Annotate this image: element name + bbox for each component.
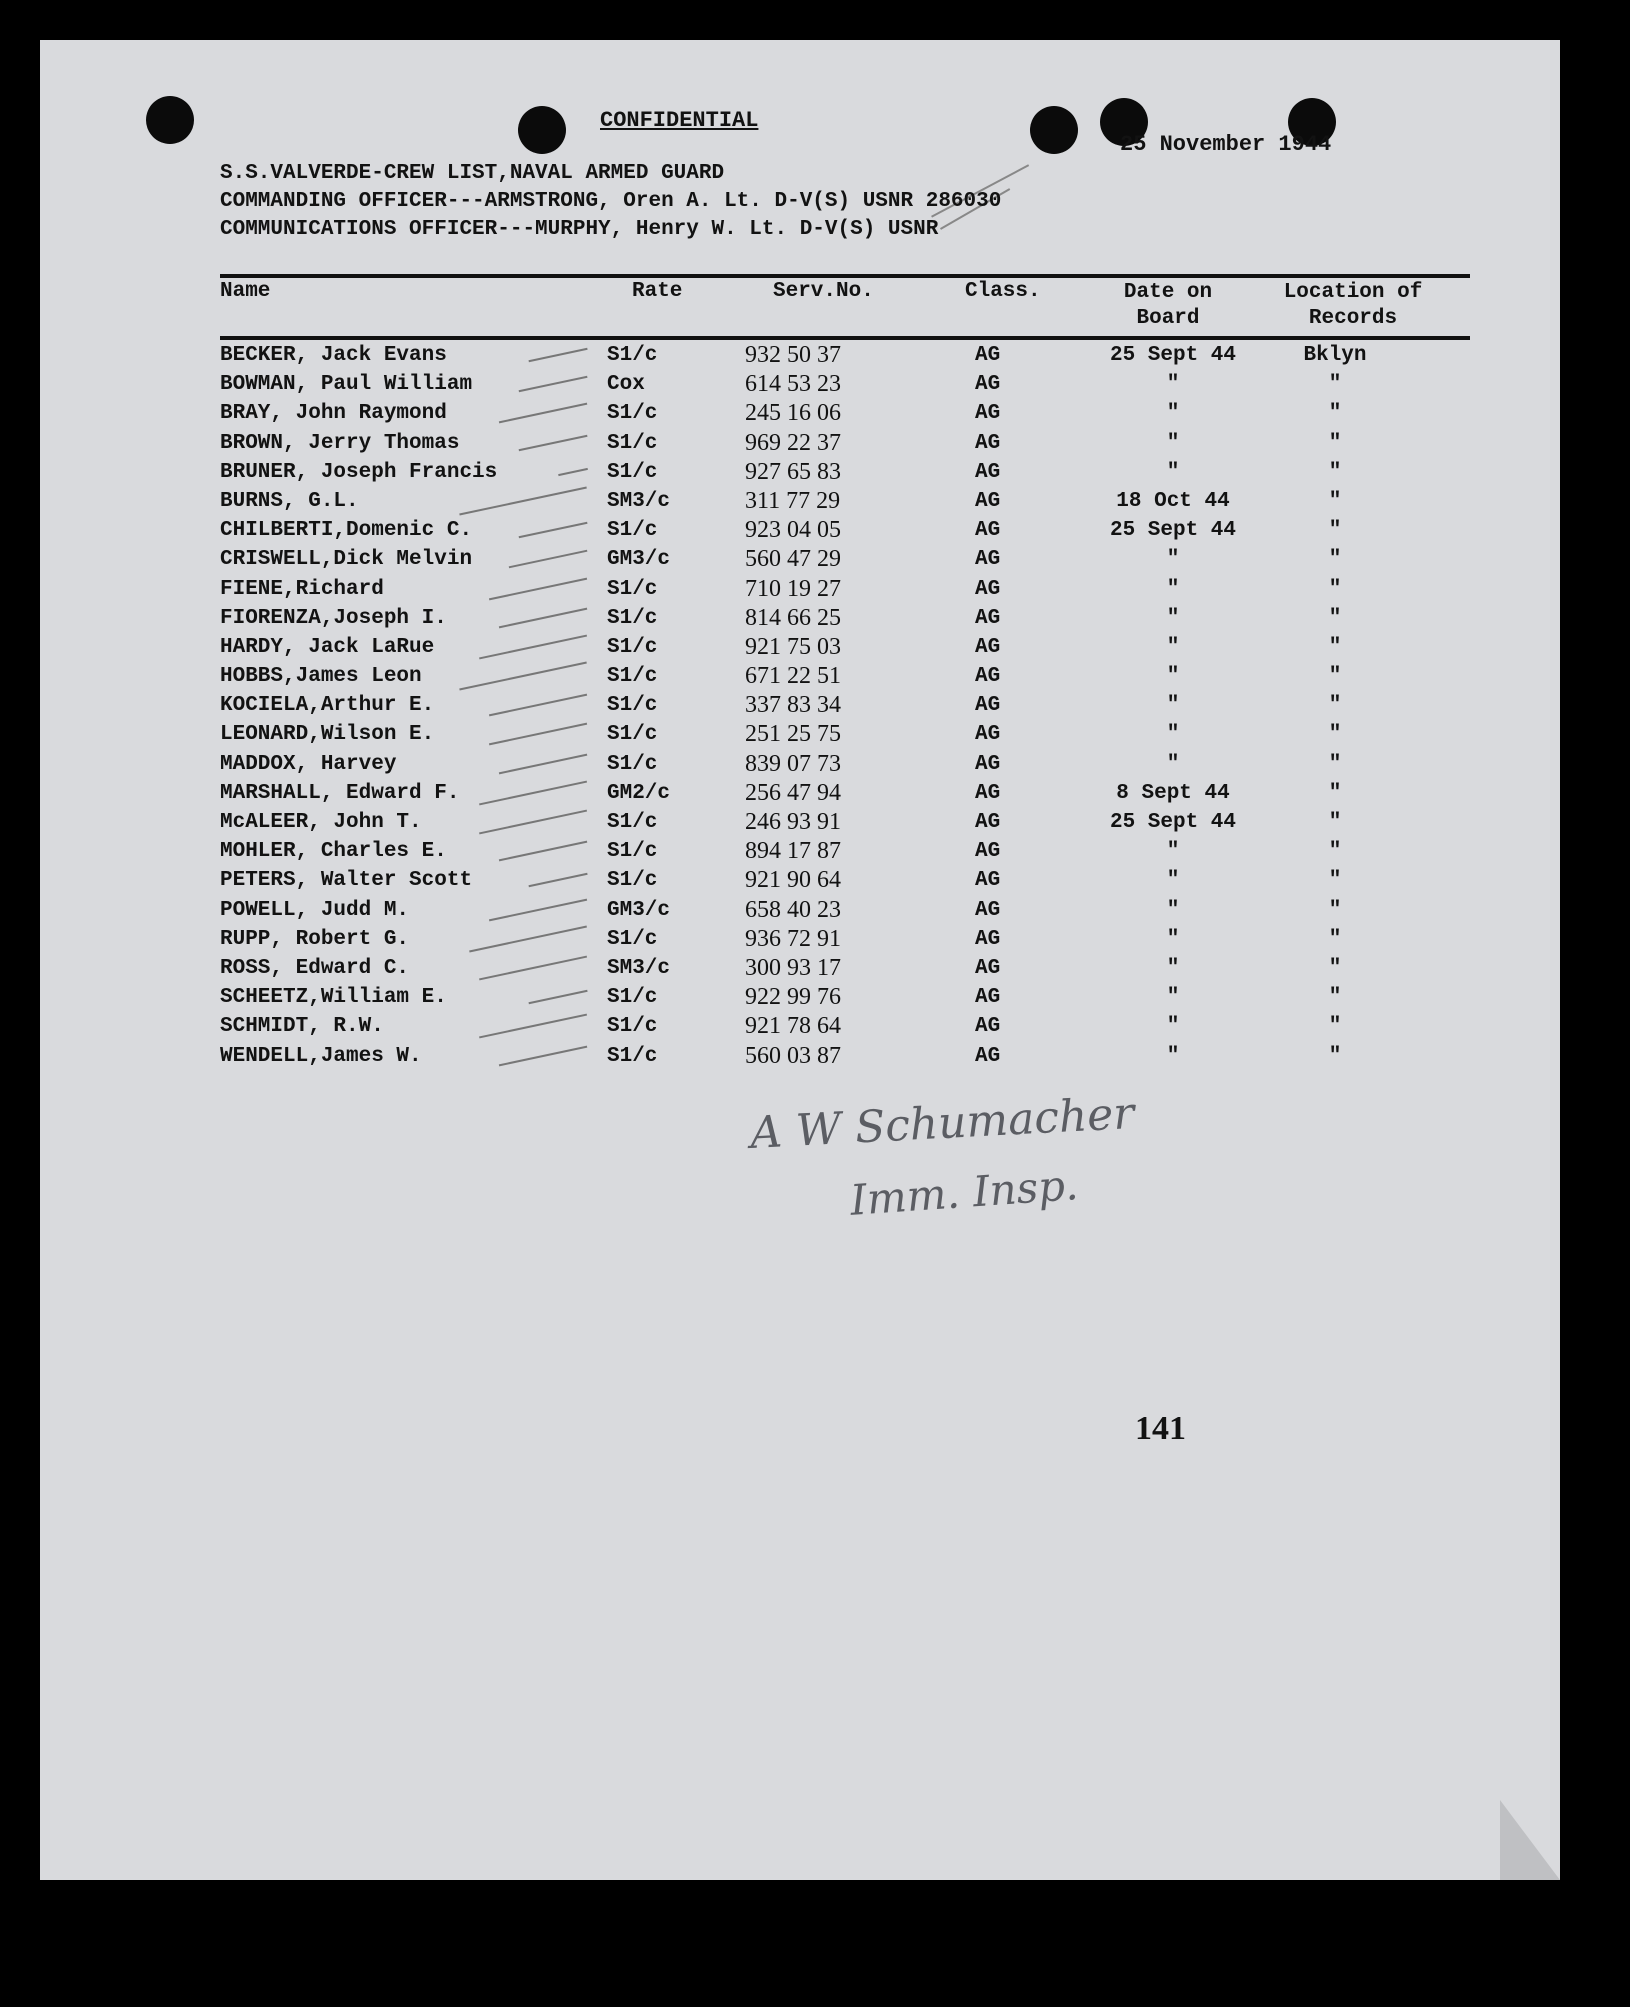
crew-name: POWELL, Judd M. <box>220 898 410 922</box>
records-location: " <box>1328 898 1342 922</box>
pen-tick-mark <box>519 522 588 538</box>
crew-rate: S1/c <box>607 986 658 1010</box>
column-header-location-of-records <box>1258 280 1448 332</box>
crew-class: AG <box>975 694 1001 718</box>
pen-tick-mark <box>459 486 586 514</box>
crew-class: AG <box>975 519 1001 543</box>
crew-name: HOBBS,James Leon <box>220 665 422 689</box>
date-header-line2: Board <box>1136 307 1200 330</box>
date-on-board: " <box>1166 723 1180 747</box>
crew-class: AG <box>975 723 1001 747</box>
service-number: 894 17 87 <box>745 838 841 865</box>
table-row <box>40 487 1560 519</box>
table-row <box>40 429 1560 461</box>
table-row <box>40 694 1560 723</box>
crew-class: AG <box>975 431 1001 455</box>
pen-tick-mark <box>499 1045 587 1065</box>
crew-name: FIENE,Richard <box>220 577 384 601</box>
service-number: 337 83 34 <box>745 692 841 719</box>
records-location: " <box>1328 402 1342 426</box>
records-location: " <box>1328 986 1342 1010</box>
service-number: 245 16 06 <box>745 400 841 427</box>
date-on-board: " <box>1166 460 1180 484</box>
column-header-class: Class. <box>965 280 1041 303</box>
column-header-rate: Rate <box>632 280 683 303</box>
loc-header-line1: Location of <box>1283 281 1423 304</box>
date-on-board: 8 Sept 44 <box>1116 781 1230 805</box>
punch-hole <box>146 96 194 144</box>
crew-class: AG <box>975 577 1001 601</box>
crew-name: ROSS, Edward C. <box>220 956 410 980</box>
crew-name: CHILBERTI,Domenic C. <box>220 519 473 543</box>
date-on-board: " <box>1166 694 1180 718</box>
handwritten-title: Imm. Insp. <box>848 1160 1080 1225</box>
crew-table-body <box>40 344 1560 1074</box>
date-header-line1: Date on <box>1123 281 1213 304</box>
records-location: " <box>1328 781 1342 805</box>
crew-rate: S1/c <box>607 577 658 601</box>
communications-officer-line: COMMUNICATIONS OFFICER---MURPHY, Henry W. Lt. D-V(S) USNR <box>220 218 939 241</box>
column-header-name: Name <box>220 280 271 303</box>
crew-name: SCHMIDT, R.W. <box>220 1015 384 1039</box>
date-on-board: " <box>1166 956 1180 980</box>
records-location: " <box>1328 431 1342 455</box>
crew-name: McALEER, John T. <box>220 811 422 834</box>
pen-tick-mark <box>459 662 586 690</box>
records-location: " <box>1328 811 1342 834</box>
crew-class: AG <box>975 665 1001 689</box>
crew-name: LEONARD,Wilson E. <box>220 723 435 747</box>
service-number: 251 25 75 <box>745 721 841 748</box>
pen-tick-mark <box>479 810 587 834</box>
crew-class: AG <box>975 956 1001 980</box>
crew-class: AG <box>975 986 1001 1010</box>
date-on-board: " <box>1166 577 1180 601</box>
records-location: " <box>1328 927 1342 951</box>
crew-class: AG <box>975 460 1001 484</box>
table-row <box>40 750 1560 782</box>
loc-header-line2: Records <box>1308 307 1398 330</box>
pen-tick-mark <box>499 753 587 773</box>
date-on-board: " <box>1166 402 1180 426</box>
date-on-board: " <box>1166 606 1180 630</box>
table-row <box>40 840 1560 869</box>
service-number: 560 03 87 <box>745 1042 841 1069</box>
crew-rate: S1/c <box>607 840 658 864</box>
table-row <box>40 723 1560 752</box>
crew-rate: S1/c <box>607 460 658 484</box>
crew-rate: GM2/c <box>607 781 671 805</box>
records-location: " <box>1328 869 1342 893</box>
service-number: 969 22 37 <box>745 429 841 456</box>
table-row <box>40 869 1560 898</box>
service-number: 936 72 91 <box>745 925 841 952</box>
service-number: 671 22 51 <box>745 663 841 690</box>
date-on-board: 25 Sept 44 <box>1109 344 1237 367</box>
table-row <box>40 519 1560 548</box>
records-location: " <box>1328 606 1342 630</box>
crew-rate: S1/c <box>607 665 658 689</box>
service-number: 839 07 73 <box>745 750 841 777</box>
pen-tick-mark <box>528 990 587 1004</box>
service-number: 921 90 64 <box>745 867 841 894</box>
punch-hole <box>1030 106 1078 154</box>
pen-tick-mark <box>479 1014 587 1038</box>
date-on-board: " <box>1166 1015 1180 1039</box>
crew-class: AG <box>975 373 1001 397</box>
column-header-date-on-board <box>1088 280 1248 332</box>
service-number: 614 53 23 <box>745 371 841 398</box>
crew-class: AG <box>975 489 1001 513</box>
crew-name: SCHEETZ,William E. <box>220 986 447 1010</box>
service-number: 814 66 25 <box>745 604 841 631</box>
table-row <box>40 402 1560 431</box>
crew-name: BURNS, G.L. <box>220 489 359 513</box>
commanding-officer-line: COMMANDING OFFICER---ARMSTRONG, Oren A. Lt. D-V(S) USNR 286030 <box>220 190 1002 213</box>
crew-class: AG <box>975 606 1001 630</box>
pen-tick-mark <box>489 694 587 716</box>
table-row <box>40 1042 1560 1074</box>
records-location: " <box>1328 577 1342 601</box>
crew-rate: S1/c <box>607 606 658 630</box>
service-number: 560 47 29 <box>745 546 841 573</box>
table-row <box>40 925 1560 957</box>
service-number: 932 50 37 <box>745 342 841 368</box>
crew-rate: S1/c <box>607 635 658 659</box>
table-top-rule <box>220 274 1470 278</box>
records-location: " <box>1328 489 1342 513</box>
pen-tick-mark <box>499 841 587 861</box>
records-location: " <box>1328 519 1342 543</box>
crew-rate: S1/c <box>607 694 658 718</box>
crew-rate: S1/c <box>607 927 658 951</box>
table-header-rule <box>220 336 1470 340</box>
pen-tick-mark <box>519 376 588 392</box>
pen-tick-mark <box>469 925 587 951</box>
pen-tick-mark <box>489 723 587 745</box>
service-number: 246 93 91 <box>745 809 841 835</box>
service-number: 658 40 23 <box>745 896 841 923</box>
service-number: 256 47 94 <box>745 779 841 806</box>
crew-rate: S1/c <box>607 402 658 426</box>
crew-name: BRUNER, Joseph Francis <box>220 460 498 484</box>
crew-rate: S1/c <box>607 1044 658 1068</box>
crew-rate: S1/c <box>607 723 658 747</box>
pen-tick-mark <box>479 780 587 804</box>
crew-name: BECKER, Jack Evans <box>220 344 447 367</box>
crew-rate: S1/c <box>607 752 658 776</box>
records-location: " <box>1328 460 1342 484</box>
table-row <box>40 633 1560 665</box>
crew-name: KOCIELA,Arthur E. <box>220 694 435 718</box>
crew-class: AG <box>975 548 1001 572</box>
pen-tick-mark <box>528 348 587 362</box>
date-on-board: " <box>1166 635 1180 659</box>
table-row <box>40 344 1560 373</box>
crew-name: MADDOX, Harvey <box>220 752 397 776</box>
date-on-board: " <box>1166 986 1180 1010</box>
table-row <box>40 779 1560 811</box>
crew-rate: GM3/c <box>607 898 671 922</box>
crew-name: PETERS, Walter Scott <box>220 869 473 893</box>
date-on-board: " <box>1166 665 1180 689</box>
crew-name: RUPP, Robert G. <box>220 927 410 951</box>
table-row <box>40 986 1560 1015</box>
date-on-board: " <box>1166 373 1180 397</box>
records-location: " <box>1328 665 1342 689</box>
service-number: 710 19 27 <box>745 575 841 602</box>
pen-tick-mark <box>499 607 587 627</box>
table-row <box>40 811 1560 840</box>
records-location: " <box>1328 373 1342 397</box>
table-row <box>40 665 1560 694</box>
date-on-board: " <box>1166 548 1180 572</box>
service-number: 922 99 76 <box>745 984 841 1011</box>
crew-class: AG <box>975 811 1001 834</box>
pen-tick-mark <box>509 550 588 568</box>
crew-class: AG <box>975 840 1001 864</box>
vessel-title: S.S.VALVERDE-CREW LIST,NAVAL ARMED GUARD <box>220 162 725 185</box>
table-row <box>40 458 1560 490</box>
pen-tick-mark <box>489 898 587 920</box>
service-number: 921 78 64 <box>745 1013 841 1040</box>
date-on-board: " <box>1166 752 1180 776</box>
records-location: " <box>1328 723 1342 747</box>
table-row <box>40 575 1560 607</box>
crew-class: AG <box>975 869 1001 893</box>
date-on-board: " <box>1166 927 1180 951</box>
crew-class: AG <box>975 635 1001 659</box>
records-location: " <box>1328 1044 1342 1068</box>
punch-hole <box>518 106 566 154</box>
crew-rate: S1/c <box>607 869 658 893</box>
service-number: 300 93 17 <box>745 954 841 981</box>
records-location: " <box>1328 548 1342 572</box>
pen-tick-mark <box>489 577 587 599</box>
records-location: Bklyn <box>1303 344 1367 367</box>
crew-name: FIORENZA,Joseph I. <box>220 606 447 630</box>
pen-tick-mark <box>499 403 587 423</box>
service-number: 927 65 83 <box>745 458 841 485</box>
date-on-board: " <box>1166 898 1180 922</box>
records-location: " <box>1328 694 1342 718</box>
crew-rate: S1/c <box>607 344 658 367</box>
crew-name: HARDY, Jack LaRue <box>220 635 435 659</box>
column-header-serv-no: Serv.No. <box>773 280 874 303</box>
pen-tick-mark <box>479 956 587 980</box>
crew-class: AG <box>975 1015 1001 1039</box>
pen-tick-mark <box>519 434 588 450</box>
date-on-board: 25 Sept 44 <box>1109 811 1237 834</box>
crew-rate: S1/c <box>607 519 658 543</box>
crew-name: BRAY, John Raymond <box>220 402 447 426</box>
crew-name: MARSHALL, Edward F. <box>220 781 460 805</box>
table-row <box>40 954 1560 986</box>
pen-tick-mark <box>479 634 587 658</box>
date-on-board: " <box>1166 431 1180 455</box>
document-page <box>40 40 1560 1880</box>
crew-class: AG <box>975 402 1001 426</box>
crew-class: AG <box>975 752 1001 776</box>
table-row <box>40 604 1560 636</box>
crew-name: BROWN, Jerry Thomas <box>220 431 460 455</box>
crew-rate: GM3/c <box>607 548 671 572</box>
crew-rate: Cox <box>607 373 645 397</box>
date-on-board: " <box>1166 869 1180 893</box>
records-location: " <box>1328 752 1342 776</box>
records-location: " <box>1328 1015 1342 1039</box>
page-number: 141 <box>1135 1410 1186 1447</box>
crew-name: MOHLER, Charles E. <box>220 840 447 864</box>
crew-name: BOWMAN, Paul William <box>220 373 473 397</box>
records-location: " <box>1328 635 1342 659</box>
table-row <box>40 548 1560 577</box>
crew-name: WENDELL,James W. <box>220 1044 422 1068</box>
date-on-board: " <box>1166 840 1180 864</box>
service-number: 921 75 03 <box>745 633 841 660</box>
pen-tick-mark <box>558 468 588 476</box>
crew-class: AG <box>975 781 1001 805</box>
crew-rate: S1/c <box>607 1015 658 1039</box>
crew-class: AG <box>975 1044 1001 1068</box>
crew-rate: S1/c <box>607 811 658 834</box>
document-date: 25 November 1944 <box>1120 132 1332 157</box>
pen-tick-mark <box>528 873 587 887</box>
crew-rate: SM3/c <box>607 489 671 513</box>
confidential-heading: CONFIDENTIAL <box>600 108 759 133</box>
records-location: " <box>1328 956 1342 980</box>
crew-class: AG <box>975 344 1001 367</box>
date-on-board: 25 Sept 44 <box>1109 519 1237 543</box>
date-on-board: " <box>1166 1044 1180 1068</box>
service-number: 923 04 05 <box>745 517 841 544</box>
crew-rate: SM3/c <box>607 956 671 980</box>
crew-rate: S1/c <box>607 431 658 455</box>
table-row <box>40 896 1560 928</box>
crew-class: AG <box>975 898 1001 922</box>
handwritten-signature: A W Schumacher <box>748 1087 1136 1160</box>
folded-corner <box>1500 1800 1560 1880</box>
crew-class: AG <box>975 927 1001 951</box>
table-row <box>40 1015 1560 1044</box>
date-on-board: 18 Oct 44 <box>1116 489 1230 513</box>
table-row <box>40 373 1560 402</box>
records-location: " <box>1328 840 1342 864</box>
service-number: 311 77 29 <box>745 487 841 514</box>
crew-name: CRISWELL,Dick Melvin <box>220 548 473 572</box>
